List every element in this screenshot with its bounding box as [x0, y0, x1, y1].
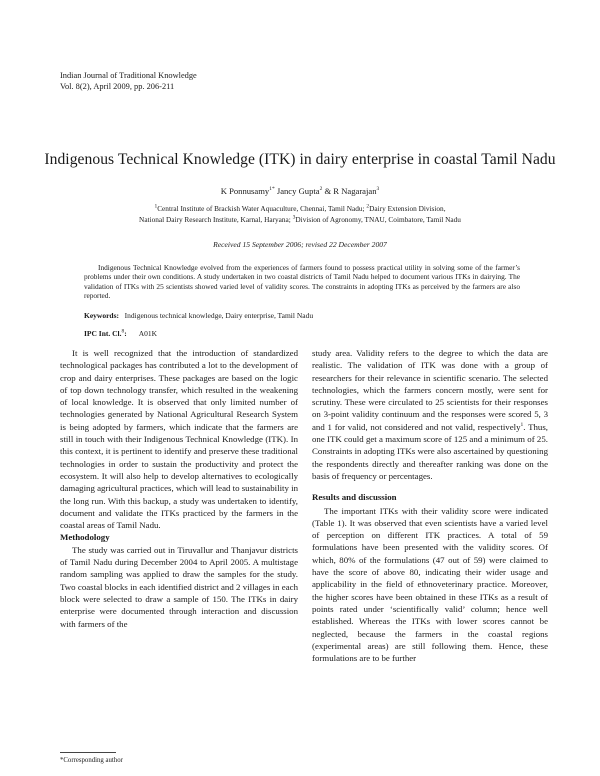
affiliation-2: Dairy Extension Division,: [369, 204, 446, 213]
abstract: Indigenous Technical Knowledge evolved from the experiences of farmers found to possess practical utility in solving some of the farmer’s problems under their own conditions. A study undertaken in two coastal districts of Tamil Nadu helped to document various ITKs in dairying. The validation of ITKs with 25 scientists showed varied level of validity scores. The constraints in adopting ITKs as perceived by the farmers are also reported.: [84, 263, 520, 301]
affiliation-mark-2: 2: [366, 203, 370, 210]
methodology-heading: Methodology: [60, 532, 110, 543]
keywords: [84, 311, 520, 320]
ipc-colon: :: [124, 329, 127, 338]
author-2: Jancy Gupta: [274, 186, 320, 196]
affiliation-line-2: [80, 215, 520, 226]
reference-mark-1: 1: [520, 421, 524, 428]
affiliation-line-1: [80, 204, 520, 215]
affiliation-mark-3: 3: [292, 214, 296, 221]
corresponding-author-note: *Corresponding author: [60, 757, 123, 764]
author-3: & R Nagarajan: [322, 186, 377, 196]
keywords-label: Keywords:: [84, 311, 119, 320]
article-title: Indigenous Technical Knowledge (ITK) in dairy enterprise in coastal Tamil Nadu: [44, 151, 556, 168]
ipc-classification: [84, 329, 157, 338]
keywords-text: Indigenous technical knowledge, Dairy enterprise, Tamil Nadu: [124, 311, 314, 320]
results-paragraph: The important ITKs with their validity score were indicated (Table 1). It was observed that even scientists have a varied level of perception on different ITK practices. A total of 59 formulations have been presented with the validity scores. Of which, 80% of the formulations (47 out of 59) were claimed to have the score of above 80, indicating their wider usage and applicability in the field of ethnoveterinary practice. Moreover, the higher scores have been obtained in these ITKs as a result of points rated under ‘scientifically valid’ column; hence well established. Whereas the ITKs with lower scores cannot be neglected, because the farmers in the coastal regions (experimental areas) are still following them. Hence, these formulations are to be further: [312, 505, 548, 664]
ipc-sup: 8: [121, 328, 125, 335]
ipc-label: IPC Int. Cl.: [84, 329, 122, 338]
validation-paragraph: [312, 347, 548, 482]
journal-header: [60, 71, 197, 92]
validation-text-2: . Thus, one ITK could get a maximum score of 125 and a minimum of 25. Constraints in adopting ITKs were also ascertained by questioning the respondents directly and thereafter ranking was done on the basis of frequency or percentages.: [312, 421, 548, 481]
author-3-mark: 3: [376, 186, 380, 193]
affiliation-mark-1: 1: [154, 203, 158, 210]
left-column: [60, 347, 298, 630]
journal-volume: Vol. 8(2), April 2009, pp. 206-211: [60, 81, 175, 91]
received-dates: Received 15 September 2006; revised 22 December 2007: [213, 240, 387, 249]
ipc-code: A01K: [138, 329, 158, 338]
author-list: [0, 186, 600, 196]
affiliation-3: Division of Agronomy, TNAU, Coimbatore, Tamil Nadu: [295, 214, 461, 224]
intro-paragraph: It is well recognized that the introduction of standardized technological packages has contributed a lot to the development of crop and dairy enterprises. These packages are based on the logic of top down technology transfer, which resulted in the weakening of local knowledge. It is observed that only limited number of technologies generated by National Agricultural Research System is being adopted by farmers, which indicate that the farmers are still in touch with their Indigenous Technical Knowledge (ITK). In this context, it is pertinent to identify and preserve these traditional technologies in order to sustain the productivity and protect the ecosystem. It will also help to develop alternatives to ecologically damaging agricultural practices, which will lead to sustainability in the long run. With this backup, a study was undertaken to identify, document and validate the ITKs practiced by the farmers in the coastal areas of Tamil Nadu.: [60, 348, 298, 531]
affiliations: [80, 204, 520, 225]
author-1-mark: 1*: [269, 186, 275, 193]
affiliation-1: Central Institute of Brackish Water Aquaculture, Chennai, Tamil Nadu;: [157, 204, 367, 213]
methodology-paragraph: The study was carried out in Tiruvallur and Thanjavur districts of Tamil Nadu during December 2004 to April 2005. A multistage random sampling was applied to draw the samples for the study. Two coastal blocks in each identified district and 2 villages in each block were selected to draw a sample of 150. The ITKs in dairy enterprise were documented through interaction and discussion with farmers of the: [60, 544, 298, 629]
results-heading: Results and discussion: [312, 492, 397, 503]
footnote-divider: [60, 752, 116, 753]
right-column: [312, 347, 548, 664]
journal-name: Indian Journal of Traditional Knowledge: [60, 71, 197, 80]
author-1: K Ponnusamy: [220, 186, 270, 196]
affiliation-2-cont: National Dairy Research Institute, Karnal, Haryana;: [139, 214, 293, 224]
validation-text-1: study area. Validity refers to the degree to which the data are realistic. The validation of ITK was done with a group of researchers for their relevance in scientific scenario. The selected technologies, which the farmers concern mostly, were sent for scrutiny. These were circulated to 25 scientists for their responses on 3-point validity continuum and the responses were scored 5, 3 and 1 for valid, not considered and not valid, respectively: [312, 348, 548, 432]
author-2-mark: 2: [319, 186, 323, 193]
